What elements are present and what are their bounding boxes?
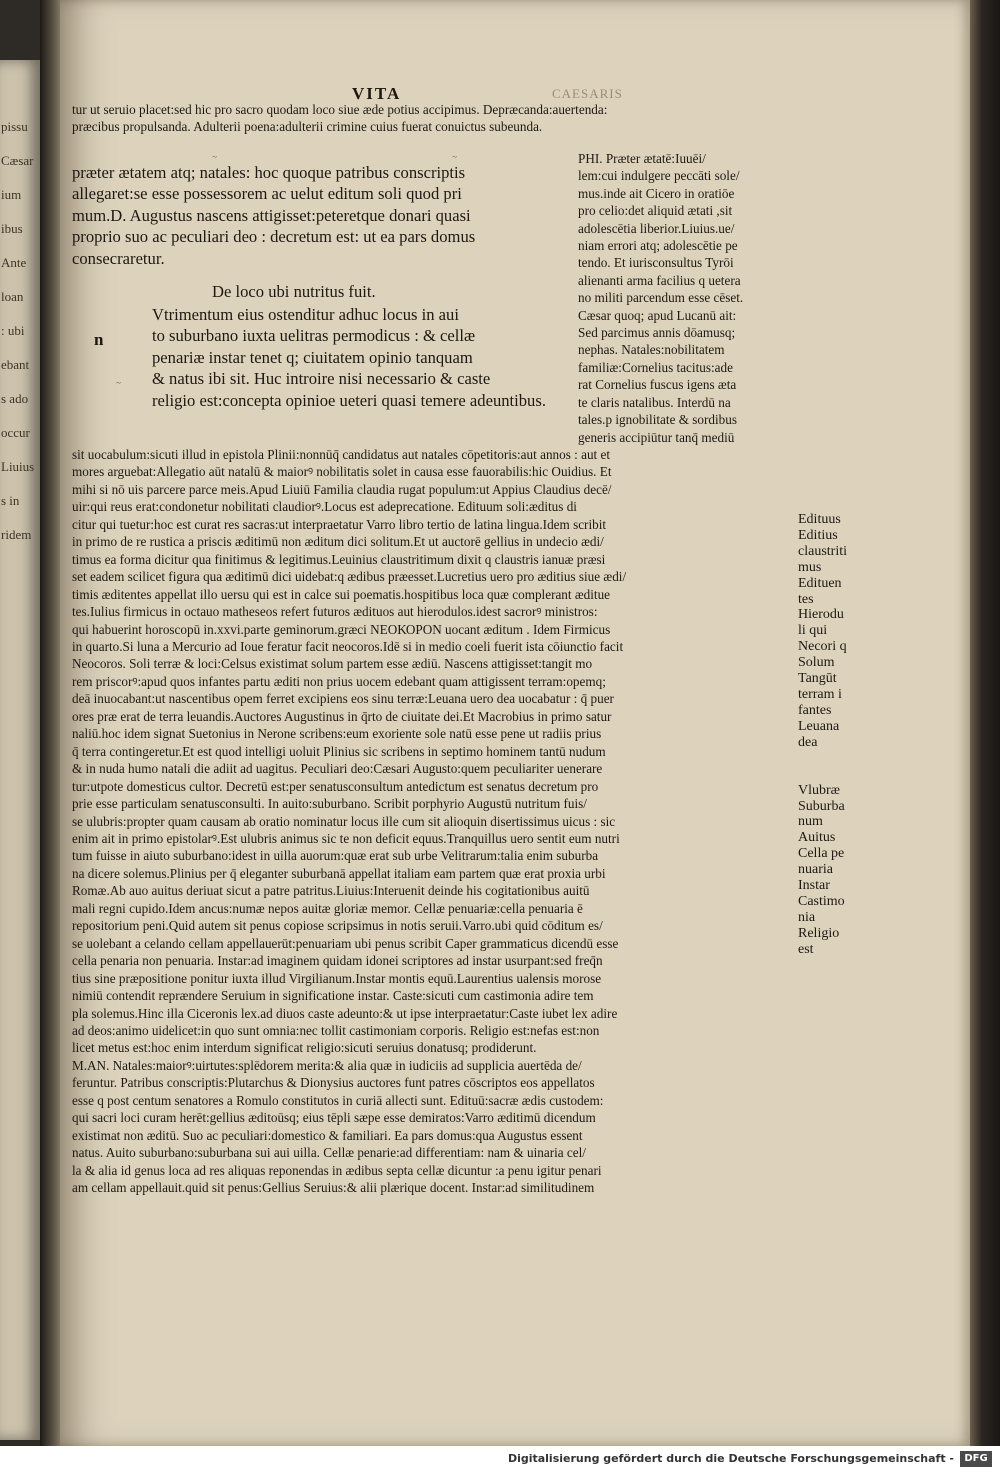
commentary-line: na dicere solemus.Plinius per q̄ eleganter suburbanā appellat italiam eam partem quæ erat proxia urbi (72, 865, 606, 881)
commentary-line: familiæ:Cornelius tacitus:ade (578, 359, 733, 375)
commentary-line: am cellam appellauit.quid sit penus:Gellius Seruius:& alii plærique docent. Instar:ad similitudinem (72, 1180, 595, 1196)
commentary-line: la & alia id genus loca ad res aliquas reponendas in ædibus septa cellæ dicuntur :a penu igitur penari (72, 1162, 602, 1178)
margin-note: claustriti (798, 543, 847, 559)
commentary-line: in quarto.Si luna a Mercurio ad Ioue feratur facit neocoros.Idē si in medio coeli fuerit ista cōiunctio facit (72, 638, 624, 654)
commentary-line: mus.inde ait Cicero in oratiōe (578, 185, 735, 201)
dfg-logo: DFG (960, 1451, 992, 1467)
page-stack-edge (970, 0, 1000, 1446)
margin-note: Edituus (798, 512, 841, 527)
main-text-line: præter ætatem atq; natales: hoc quoque patribus conscriptis (72, 163, 466, 182)
commentary-line: pro celio:det aliquid ætati ,sit (578, 203, 733, 219)
guide-letter: n (94, 330, 104, 349)
section-text-line: religio est:concepta opinioe ueteri quasi temere adeuntibus. (152, 390, 546, 410)
margin-note: Instar (798, 878, 830, 894)
commentary-line: nephas. Natales:nobilitatem (578, 342, 725, 358)
main-text-line: proprio suo ac peculiari deo : decretum est: ut ea pars domus (72, 227, 476, 247)
commentary-line: mores arguebat:Allegatio aūt natalū & maiorꝰ nobilitatis solet in causa esse fauorabilis:hic Ouidius. Et (72, 464, 612, 480)
book-page (60, 0, 970, 1446)
margin-notes (798, 512, 847, 958)
previous-page-fragment: s ado (1, 391, 29, 406)
commentary-line: adolescētia liberior.Liuius.ue/ (578, 220, 735, 236)
section-text-line: to suburbano iuxta uelitras permodicus : & cellæ (152, 326, 476, 346)
margin-note: Edituen (798, 575, 842, 591)
handwritten-annotation: ~ (212, 152, 217, 162)
commentary-line: sit uocabulum:sicuti illud in epistola Plinii:nonnūq̄ candidatus aut natales cōpetitoris:aut annos : aut et (72, 447, 611, 462)
margin-note: Necori q (798, 639, 847, 655)
previous-page-fragment: ibus (1, 221, 23, 236)
margin-note: mus (798, 559, 822, 575)
commentary-line: Sed parcimus annis dōamusq; (578, 325, 736, 341)
margin-note: Editius (798, 527, 838, 543)
commentary-line: enim ait in primo epistolarꝰ.Est ulubris animus sic te non deficit equus.Tranquillus uero sentit eum nutri (72, 830, 620, 846)
commentary-line: tius sine præpositione ponitur iuxta illud Virgilianum.Instar montis equū.Laurentius ualensis morose (72, 970, 602, 986)
commentary-line: & in nuda humo natali die adiit ad uagitus. Peculiari deo:Cæsari Augusto:quem peculiariter uenerare (72, 761, 603, 777)
main-text-line: allegaret:se esse possessorem ac uelut editum soli quod pri (72, 184, 462, 204)
commentary-line: cella penaria non penuaria. Instar:ad imaginem quidam idonei scriptores ad instar usurpant:sed freq̄n (72, 953, 603, 969)
handwritten-annotation: ~ (452, 152, 457, 162)
commentary-line: licet metus est:hoc enim interdum significat religio:sicuti seruius donatusq; prodiderunt. (72, 1040, 537, 1056)
previous-page-fragment: : ubi (1, 323, 25, 338)
previous-page-fragment: occur (1, 425, 30, 440)
margin-note: Leuana (798, 718, 840, 734)
section-text-line: Vtrimentum eius ostenditur adhuc locus in aui (152, 305, 459, 324)
commentary-line: citur qui tuetur:hoc est curat res sacras:ut interpraetatur Varro libro tertio de latina lingua.Idem scribit (72, 516, 607, 532)
commentary-line: repositorium peni.Quid autem sit penus copiose scripsimus in notis seruii.Varro.ubi quid cōditum es/ (72, 918, 603, 934)
book-gutter (40, 0, 62, 1446)
commentary-line: no militi parcendum esse cēset. (578, 290, 744, 306)
commentary-line: set eadem scilicet figura qua æditimū dici uidebat:q ædibus præesset.Lucretius uero pro æditius siue ædi/ (72, 569, 627, 585)
margin-note: num (798, 814, 823, 830)
commentary-line: uir:qui reus erat:condonetur nobilitati claudiorꝰ.Locus est adeprecatione. Edituum soli:æditus di (72, 499, 577, 515)
commentary-line: natus. Auito suburbano:suburbana sui aui uilla. Cellæ penarie:ad differentiam: nam & uinaria cel/ (72, 1145, 586, 1161)
commentary-line: timis æditentes appellat illo uersu qui est in calce sui poematis.hospitibus loca quæ complerant æditue (72, 586, 611, 602)
commentary-line: Neocoros. Soli terræ & loci:Celsus existimat solum partem esse ædiū. Nascens attigisset:tangit mo (72, 656, 593, 672)
phi-commentary (578, 150, 743, 446)
commentary-line: qui sacri loci curam herēt:gellius æditoūsq; eius tēpli sæpe esse demiratos:Varro æditimū dicendum (72, 1110, 596, 1126)
commentary-line: Romæ.Ab auo auitus deriuat sicut a patre patritus.Liuius:Interuenit deinde his cogitationibus auitū (72, 883, 590, 899)
previous-page-fragment: pissu (1, 119, 28, 134)
commentary-line: ores præ erat de terra leuandis.Auctores Augustinus in q̄rto de ciuitate dei.Et Macrobius in primo satur (72, 708, 612, 724)
commentary-line: rem priscorꝰ:apud quos infantes partu æditi non prius uocem edebant quam attigissent terram:opemq; (72, 673, 606, 689)
main-text-block (72, 162, 577, 269)
margin-notes-group-2 (798, 783, 847, 958)
running-head: VITA (352, 84, 402, 103)
previous-page-edge (0, 60, 40, 1440)
commentary-line: PHI. Præter ætatē:Iuuēi/ (578, 151, 706, 166)
commentary-line: pla solemus.Hinc illa Ciceronis lex.ad diuos caste adeunto:& ut ipse interpraetatur:Caste iubet lex adire (72, 1005, 618, 1021)
section-text-line: penariæ instar tenet q; ciuitatem opinio tanquam (152, 347, 473, 367)
commentary-line: Cæsar quoq; apud Lucanū ait: (578, 307, 737, 323)
commentary-line: tales.p ignobilitate & sordibus (578, 412, 737, 428)
commentary-line: tum fuisse in aiuto suburbano:idest in uilla auorum:quæ erat sub urbe Velitrarum:talia enim suburba (72, 848, 599, 864)
commentary-line: mihi si nō uis parcere parce meis.Apud Liuiū Familia claudia rugat populum:ut Appius Claudius decē/ (72, 481, 612, 497)
commentary-line: tur:utpote domesticus cultor. Decretū est:per senatusconsultum antedictum est senatus decretum pro (72, 778, 599, 794)
commentary-line: deā inuocabant:ut nascentibus opem ferret excipiens eos sinu terræ:Leuana uero dea uocabatur : q̄ puer (72, 691, 614, 707)
commentary-line: mali regni cupido.Idem ancus:numæ nepos auitæ gloriæ memor. Cellæ penuariæ:cella penuaria ē (72, 900, 583, 916)
previous-page-fragment: ridem (1, 527, 32, 542)
margin-note: Auitus (798, 830, 836, 846)
margin-note: li qui (798, 623, 828, 639)
commentary-line: esse q post centum senatores a Romulo constitutos in curiā allecti sunt. Edituū:sacræ ædis custodem: (72, 1092, 604, 1108)
commentary-line: alienanti arma facilius q uetera (578, 272, 741, 288)
commentary-line: feruntur. Patribus conscriptis:Plutarchus & Dionysius auctores funt patres cōscriptos eos appellatos (72, 1075, 595, 1091)
margin-notes-group-1 (798, 512, 847, 751)
commentary-line: timus ea forma dicitur qua finitimus & legitimus.Leuinius claustritimum dixit q claustris ianuæ præsi (72, 551, 606, 567)
commentary-line: ad deos:animo uidelicet:in quo sunt omnia:nec tollit castimoniam corporis. Religio est:nefas est:non (72, 1022, 600, 1038)
previous-page-fragment: Ante (1, 255, 27, 270)
section-text-line: & natus ibi sit. Huc introire nisi necessario & caste (152, 369, 491, 389)
main-text-line: consecraretur. (72, 248, 165, 268)
commentary-line: lem:cui indulgere peccāti sole/ (578, 168, 740, 184)
commentary-line: naliū.hoc idem signat Suetonius in Nerone scribens:eum exoriente sole natū esse pene ut radiis prius (72, 726, 602, 742)
funding-notice: Digitalisierung gefördert durch die Deutsche Forschungsgemeinschaft - (507, 1452, 954, 1465)
margin-note: nia (798, 909, 816, 925)
section-heading: De loco ubi nutritus fuit. (212, 282, 376, 301)
margin-note: Religio (798, 925, 840, 941)
commentary-line: M.AN. Natales:maiorꝰ:uirtutes:splēdorem merita:& alia quæ in iudiciis ad supplicia auertēda de/ (72, 1057, 582, 1073)
commentary-block (72, 446, 626, 1196)
previous-page-fragment: Cæsar (1, 153, 34, 168)
handwritten-annotation: ~ (116, 378, 121, 388)
commentary-line: tendo. Et iurisconsultus Tyrōi (578, 255, 734, 271)
margin-note: nuaria (798, 862, 833, 878)
margin-note: tes (798, 591, 814, 607)
margin-note: Suburba (798, 798, 845, 814)
running-head-showthrough: CAESARIS (552, 86, 623, 101)
commentary-line: te claris natalibus. Interdū na (578, 394, 731, 410)
commentary-line: in primo de re rustica a priscis æditimū non æditum dici solitum.Et ut auctorē gellius in undecio ædi/ (72, 534, 604, 550)
section-text-block (152, 304, 546, 411)
commentary-line: nimiū contendit reprændere Seruium in significatione instar. Caste:sicuti cum castimonia adire tem (72, 988, 594, 1004)
commentary-line: præcibus propulsanda. Adulterii poena:adulterii crimine cuius fuerat conuictus subeunda. (72, 119, 543, 135)
margin-note: Vlubræ (798, 782, 840, 798)
margin-note: Cella pe (798, 846, 845, 862)
previous-page-fragment: loan (1, 289, 24, 304)
margin-note: Solum (798, 655, 835, 671)
previous-page-fragment: s in (1, 493, 20, 508)
margin-note: fantes (798, 702, 832, 718)
commentary-line: se ulubris:propter quam causam ab oratio nominatur locus ille cum sit alioquin disertissimus uicus : sic (72, 813, 616, 829)
commentary-line: tur ut seruio placet:sed hic pro sacro quodam loco siue æde potius accipimus. Depræcanda:auertenda: (72, 102, 608, 117)
commentary-line: generis accipiūtur tanq̄ mediū (578, 429, 735, 445)
previous-page-fragment: ebant (1, 357, 30, 372)
footer-bar (0, 1446, 1000, 1472)
commentary-line: prie esse particulam senatusconsulti. In auito:suburbano. Scribit porphyrio Augustū nutritum fuis/ (72, 796, 587, 812)
commentary-line: rat Cornelius fuscus igens æta (578, 377, 737, 393)
previous-page-fragment: ium (1, 187, 22, 202)
commentary-line: tes.Iulius firmicus in octauo matheseos refert futuros ædituos aut hierodulos.idest sacrorꝰ ministros: (72, 604, 598, 620)
commentary-line: existimat non æditū. Suo ac peculiari:domestico & familiari. Ea pars domus:qua Augustus essent (72, 1127, 583, 1143)
main-text-line: mum.D. Augustus nascens attigisset:peteretque donari quasi (72, 205, 471, 225)
margin-note: dea (798, 734, 818, 750)
margin-note: Tangūt (798, 671, 837, 687)
margin-note: terram i (798, 686, 842, 702)
commentary-top (72, 101, 842, 136)
margin-note: Castimo (798, 893, 845, 909)
commentary-line: qui habuerint horoscopū in.xxvi.parte geminorum.græci ΝΕΟΚΟΡΟΝ uocant æditum . Idem Firmicus (72, 621, 611, 637)
commentary-line: niam errori atq; adolescētie pe (578, 238, 738, 254)
margin-note: Hierodu (798, 607, 844, 623)
previous-page-fragment: Liuius (1, 459, 35, 474)
margin-note: est (798, 941, 814, 957)
commentary-line: se uolebant a celando cellam appellauerūt:penuariam ubi penus scribit Caper grammaticus dicendū esse (72, 935, 619, 951)
commentary-line: q̄ terra contingeretur.Et est quod intelligi uoluit Plinius sic scribens in septimo hominem tantū nudum (72, 743, 606, 759)
